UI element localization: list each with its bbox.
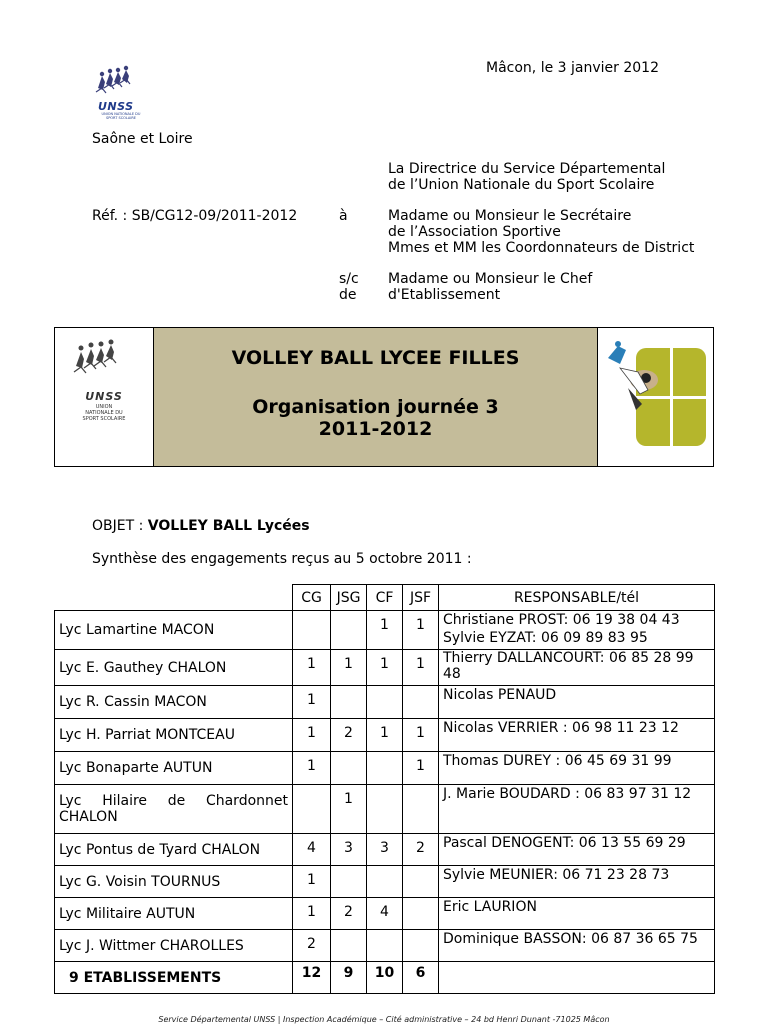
- banner-title-cell: [154, 328, 598, 466]
- banner-season: 2011-2012: [318, 418, 433, 440]
- row-jsg: 3: [331, 834, 367, 866]
- table-header-row: [55, 585, 715, 611]
- table-row: [55, 834, 715, 866]
- reference: Réf. : SB/CG12-09/2011-2012: [92, 208, 298, 224]
- row-jsf: [403, 930, 439, 962]
- unss-banner-runners-icon: [69, 336, 129, 396]
- row-jsf: [403, 866, 439, 898]
- row-name: Lyc Pontus de Tyard CHALON: [55, 834, 293, 866]
- row-jsf: 1: [403, 719, 439, 752]
- sc-line-2: d'Etablissement: [388, 287, 501, 303]
- row-name: Lyc G. Voisin TOURNUS: [55, 866, 293, 898]
- unss-logo-sublabel: UNION NATIONALE DU SPORT SCOLAIRE: [101, 112, 141, 120]
- row-cg: 1: [293, 686, 331, 719]
- row-cg: 1: [293, 752, 331, 785]
- row-jsf: 2: [403, 834, 439, 866]
- department: Saône et Loire: [92, 131, 193, 147]
- banner-title: VOLLEY BALL LYCEE FILLES: [231, 347, 520, 369]
- row-jsg: [331, 611, 367, 650]
- row-name: Lyc Hilaire de Chardonnet CHALON: [55, 785, 293, 834]
- row-cf: [367, 686, 403, 719]
- table-row: [55, 719, 715, 752]
- row-responsable: [439, 930, 715, 962]
- total-cf: 10: [367, 962, 403, 994]
- table-row: [55, 866, 715, 898]
- sc-label-2: de: [339, 287, 357, 303]
- row-resp-line1: Pascal DENOGENT: 06 13 55 69 29: [443, 835, 686, 851]
- volleyball-player-icon: [598, 328, 713, 465]
- page-footer: Service Départemental UNSS | Inspection Académique – Cité administrative – 24 bd Henri Dunant -71025 Mâcon: [158, 1015, 610, 1024]
- row-responsable: [439, 611, 715, 650]
- row-resp-line1: Dominique BASSON: 06 87 36 65 75: [443, 931, 698, 947]
- unss-logo-label: UNSS: [98, 100, 134, 113]
- total-jsg: 9: [331, 962, 367, 994]
- row-jsf: [403, 785, 439, 834]
- row-responsable: [439, 785, 715, 834]
- table-total-row: [55, 962, 715, 994]
- row-responsable: [439, 686, 715, 719]
- row-jsf: 1: [403, 650, 439, 686]
- row-name: Lyc Bonaparte AUTUN: [55, 752, 293, 785]
- row-name: Lyc Lamartine MACON: [55, 611, 293, 650]
- object-label: OBJET :: [92, 518, 148, 534]
- to-label: à: [339, 208, 348, 224]
- sc-label-1: s/c: [339, 271, 359, 287]
- row-jsf: 1: [403, 752, 439, 785]
- table-row: [55, 898, 715, 930]
- header-jsf: JSF: [403, 585, 439, 611]
- table-header-blank: [55, 585, 293, 611]
- row-responsable: [439, 719, 715, 752]
- row-cf: [367, 930, 403, 962]
- row-jsg: [331, 686, 367, 719]
- table-row: [55, 752, 715, 785]
- row-resp-line1: Sylvie MEUNIER: 06 71 23 28 73: [443, 867, 670, 883]
- row-responsable: [439, 898, 715, 930]
- row-name: Lyc Militaire AUTUN: [55, 898, 293, 930]
- banner-logo-sublabel: UNION NATIONALE DU SPORT SCOLAIRE: [82, 404, 126, 422]
- row-cg: 1: [293, 866, 331, 898]
- row-resp-line1: J. Marie BOUDARD : 06 83 97 31 12: [443, 786, 692, 802]
- row-resp-line1: Thierry DALLANCOURT: 06 85 28 99: [443, 650, 694, 666]
- row-cf: 4: [367, 898, 403, 930]
- row-cg: 1: [293, 650, 331, 686]
- row-cf: 1: [367, 611, 403, 650]
- table-row: [55, 686, 715, 719]
- header-jsg: JSG: [331, 585, 367, 611]
- row-cg: [293, 785, 331, 834]
- row-cf: [367, 752, 403, 785]
- row-resp-line2: 48: [443, 666, 461, 682]
- banner-image-cell: [598, 328, 713, 466]
- row-resp-line1: Nicolas VERRIER : 06 98 11 23 12: [443, 720, 679, 736]
- sender-line-1: La Directrice du Service Départemental: [388, 161, 666, 177]
- total-responsable-empty: [439, 962, 715, 994]
- row-jsf: 1: [403, 611, 439, 650]
- table-row: [55, 611, 715, 650]
- row-jsg: 2: [331, 898, 367, 930]
- row-jsg: 1: [331, 650, 367, 686]
- header-responsable: RESPONSABLE/tél: [439, 585, 715, 611]
- row-resp-line1: Nicolas PENAUD: [443, 687, 557, 703]
- total-label: 9 ETABLISSEMENTS: [55, 962, 293, 994]
- banner-subtitle: Organisation journée 3: [252, 396, 499, 418]
- row-jsg: [331, 866, 367, 898]
- row-cg: 4: [293, 834, 331, 866]
- banner-logo-cell: [55, 328, 154, 466]
- recipient-line-1: Madame ou Monsieur le Secrétaire: [388, 208, 632, 224]
- table-row: [55, 930, 715, 962]
- synthesis-line: Synthèse des engagements reçus au 5 octobre 2011 :: [92, 551, 472, 567]
- row-name: Lyc R. Cassin MACON: [55, 686, 293, 719]
- row-cg: 1: [293, 719, 331, 752]
- row-responsable: [439, 866, 715, 898]
- header-cf: CF: [367, 585, 403, 611]
- sc-line-1: Madame ou Monsieur le Chef: [388, 271, 593, 287]
- row-name: Lyc J. Wittmer CHAROLLES: [55, 930, 293, 962]
- row-cf: [367, 785, 403, 834]
- total-jsf: 6: [403, 962, 439, 994]
- table-row: [55, 650, 715, 686]
- row-cf: 1: [367, 719, 403, 752]
- row-responsable: [439, 834, 715, 866]
- row-name: Lyc E. Gauthey CHALON: [55, 650, 293, 686]
- engagements-table: [54, 584, 715, 994]
- row-responsable: [439, 650, 715, 686]
- row-resp-line1: Eric LAURION: [443, 899, 537, 915]
- object-value: VOLLEY BALL Lycées: [147, 518, 310, 534]
- row-resp-line1: Christiane PROST: 06 19 38 04 43: [443, 612, 680, 628]
- row-jsg: [331, 752, 367, 785]
- row-resp-line2: Sylvie EYZAT: 06 09 89 83 95: [443, 630, 648, 646]
- table-row: [55, 785, 715, 834]
- row-cf: 1: [367, 650, 403, 686]
- row-cf: [367, 866, 403, 898]
- recipient-line-3: Mmes et MM les Coordonnateurs de District: [388, 240, 695, 256]
- row-responsable: [439, 752, 715, 785]
- object-line: [92, 518, 310, 534]
- place-date: Mâcon, le 3 janvier 2012: [486, 60, 659, 76]
- row-cf: 3: [367, 834, 403, 866]
- row-jsf: [403, 898, 439, 930]
- total-cg: 12: [293, 962, 331, 994]
- row-cg: 2: [293, 930, 331, 962]
- row-jsg: [331, 930, 367, 962]
- row-resp-line1: Thomas DUREY : 06 45 69 31 99: [443, 753, 672, 769]
- row-jsf: [403, 686, 439, 719]
- title-banner: [54, 327, 714, 467]
- recipient-line-2: de l’Association Sportive: [388, 224, 561, 240]
- row-jsg: 1: [331, 785, 367, 834]
- row-cg: [293, 611, 331, 650]
- banner-logo-label: UNSS: [85, 390, 123, 403]
- row-jsg: 2: [331, 719, 367, 752]
- row-name: Lyc H. Parriat MONTCEAU: [55, 719, 293, 752]
- row-cg: 1: [293, 898, 331, 930]
- header-cg: CG: [293, 585, 331, 611]
- sender-line-2: de l’Union Nationale du Sport Scolaire: [388, 177, 655, 193]
